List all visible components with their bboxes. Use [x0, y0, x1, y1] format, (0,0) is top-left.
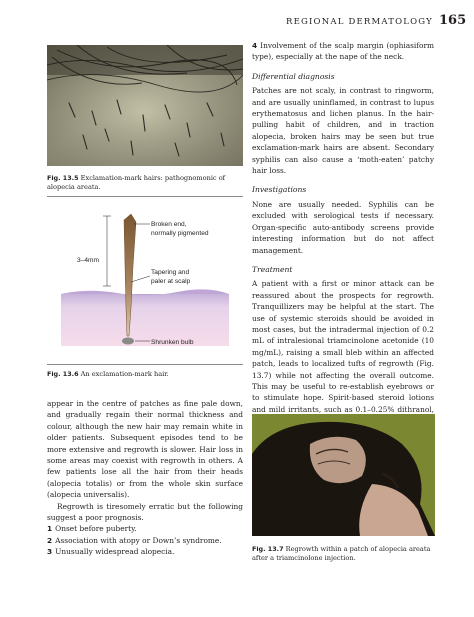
running-header — [286, 17, 433, 27]
right-column-text — [252, 40, 434, 438]
treatment-heading: Treatment — [252, 264, 293, 274]
list-item: 3 Unusually widespread alopecia. — [47, 547, 175, 557]
page-number: 165 — [439, 13, 467, 28]
divider — [47, 364, 243, 365]
list-item: 2 Association with atopy or Down’s syndrome. — [47, 535, 222, 545]
list-item: 1 Onset before puberty. — [47, 524, 137, 534]
paragraph: A patient with a first or minor attack can be reassured about the prospects for regrowth. Tranquillizers may be helpful at the start. The use of systemic steroids should be avoided in most cases, but the intradermal injection of 0.2 mL of intralesional triamcinolone acetonide (10 mg/mL), raising a small bleb within an affected patch, leads to localized tufts of regrowth (Fig. 13.7) while not affecting the overall outcome. This may be useful to re-establish eyebrows or to stimulate hope. Spirit-based steroid lotions and mild irritants, such as 0.1–0.25% dithranol, — [252, 279, 434, 414]
exclamation-mark-hair-diagram — [47, 196, 243, 362]
fig-13-6-label: Fig. 13.6 — [47, 370, 79, 378]
paragraph: None are usually needed. Syphilis can be excluded with serological tests if necessary. Organ-specific auto-antibody screens provide interesting information but do not affect management. — [252, 199, 434, 255]
fig-13-7-caption — [252, 545, 434, 563]
list-item-4: 4 Involvement of the scalp margin (ophiasiform type), especially at the nape of the neck. — [252, 41, 434, 62]
fig-13-6-caption — [47, 370, 243, 379]
label-tapering: Tapering and — [151, 269, 190, 276]
regrowth-photo — [252, 414, 435, 536]
fig-13-5-label: Fig. 13.5 — [47, 174, 79, 182]
left-column-text — [47, 398, 243, 558]
shrunken-bulb-shape — [122, 338, 134, 345]
label-shrunken-bulb: Shrunken bulb — [151, 339, 194, 346]
fig-13-5-caption — [47, 174, 243, 192]
running-title: REGIONAL DERMATOLOGY — [286, 17, 433, 27]
exclamation-mark-hairs-photo — [47, 45, 243, 166]
prognosis-list — [47, 523, 243, 557]
label-length: 3–4mm — [77, 257, 99, 264]
fig-13-5-text: Exclamation-mark hairs: pathognomonic of alopecia areata. — [47, 174, 226, 192]
label-normally-pigmented: normally pigmented — [151, 230, 209, 237]
paragraph: Patches are not scaly, in contrast to ringworm, and are usually uninflamed, in contrast to lupus erythematosus and lichen planus. In the hair-pulling habit of children, and in traction alopecia, broken hairs may be seen but true exclamation-mark hairs are absent. Secondary syphilis can also cause a ‘moth-eaten’ patchy hair loss. — [252, 86, 434, 176]
differential-diagnosis-heading: Differential diagnosis — [252, 71, 335, 81]
fig-13-7-text: Regrowth within a patch of alopecia areata after a triamcinolone injection. — [252, 545, 431, 563]
label-paler-at-scalp: paler at scalp — [151, 278, 191, 285]
paragraph: Regrowth is tiresomely erratic but the following suggest a poor prognosis. — [47, 501, 243, 523]
paragraph: appear in the centre of patches as fine pale down, and gradually regain their normal thickness and colour, although the new hair may remain white in older patients. Subsequent episodes tend to be more extensive and regrowth is slower. Hair loss in some areas may coexist with regrowth in others. A few patients lose all the hair from their heads (alopecia totalis) or from the whole skin surface (alopecia universalis). — [47, 399, 243, 500]
investigations-heading: Investigations — [252, 185, 307, 195]
label-broken-end: Broken end, — [151, 221, 187, 228]
fig-13-7-label: Fig. 13.7 — [252, 545, 284, 553]
fig-13-6-text: An exclamation-mark hair. — [80, 370, 169, 378]
